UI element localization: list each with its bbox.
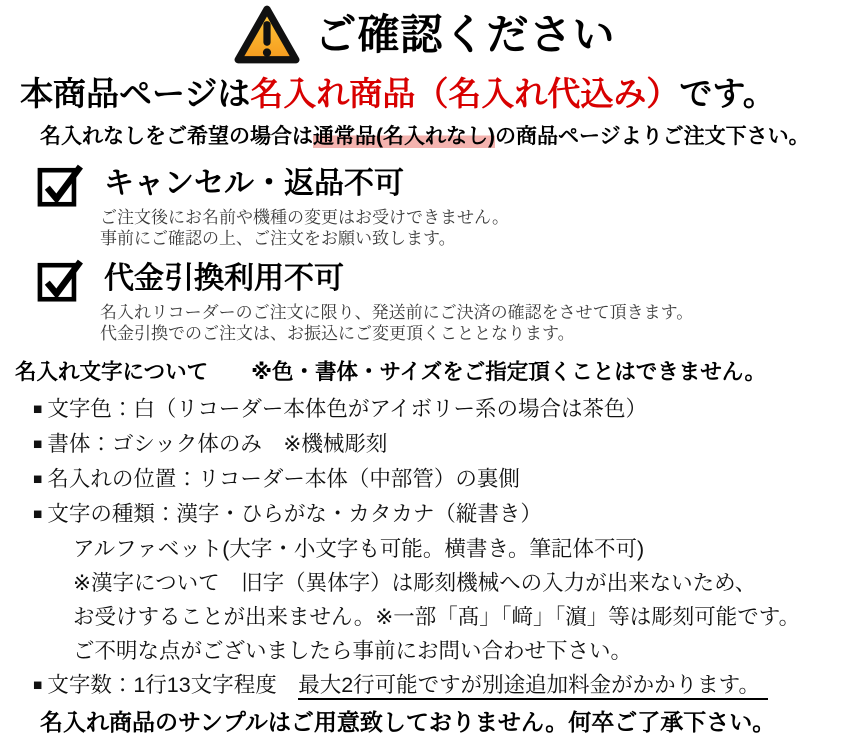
list-item-text: 文字の種類：漢字・ひらがな・カタカナ（縦書き） [47, 502, 542, 526]
rule-title: キャンセル・返品不可 [104, 167, 404, 200]
square-bullet-icon: ■ [33, 677, 43, 694]
footer-note: 名入れ商品のサンプルはご用意致しておりません。何卒ご了承下さい。 [40, 709, 776, 735]
square-bullet-icon: ■ [33, 401, 43, 418]
list-item [33, 497, 850, 532]
rule-head [36, 257, 850, 301]
headline-red-text: 名入れ商品（名入れ代込み） [250, 75, 680, 112]
list-item-text: 書体：ゴシック体のみ ※機械彫刻 [47, 432, 388, 456]
page-title: ご確認ください [314, 11, 616, 58]
list-item [33, 532, 850, 566]
list-item-text: ご不明な点がございましたら事前にお問い合わせ下さい。 [73, 639, 633, 663]
list-item [33, 462, 850, 497]
square-bullet-icon: ■ [33, 471, 43, 488]
square-bullet-icon: ■ [33, 436, 43, 453]
list-item-text: 名入れの位置：リコーダー本体（中部管）の裏側 [47, 467, 520, 491]
rule-section-cod [36, 257, 850, 344]
warning-triangle-icon [234, 5, 300, 65]
subheadline-prefix: 名入れなしをご希望の場合は [40, 125, 313, 148]
rule-title: 代金引換利用不可 [104, 262, 344, 295]
list-item [33, 392, 850, 427]
rule-detail-line: 代金引換でのご注文は、お振込にご変更頂くこととなります。 [100, 324, 575, 343]
list-item-text: お受けすることが出来ません。※一部「髙」「﨑」「濵」等は彫刻可能です。 [73, 605, 801, 629]
subheadline [40, 122, 850, 152]
subheadline-highlighted-text: 通常品(名入れなし) [313, 125, 495, 148]
square-bullet-icon: ■ [33, 506, 43, 523]
list-item [33, 668, 850, 703]
naming-rules-list [33, 392, 850, 703]
list-item-text: ※漢字について 旧字（異体字）は彫刻機械への入力が出来ないため、 [73, 571, 757, 595]
list-item [33, 600, 850, 634]
rule-detail [100, 302, 850, 344]
checked-checkbox-icon [36, 161, 88, 207]
list-item-text: アルファベット(大字・小文字も可能。横書き。筆記体不可) [73, 537, 645, 561]
naming-section-heading: 名入れ文字について ※色・書体・サイズをご指定頂くことはできません。 [15, 360, 767, 384]
subheadline-suffix: の商品ページよりご注文下さい。 [495, 125, 810, 148]
headline-suffix: です。 [679, 75, 776, 112]
rule-detail [100, 207, 850, 249]
headline-prefix: 本商品ページは [20, 75, 251, 112]
rule-detail-line: ご注文後にお名前や機種の変更はお受けできません。 [100, 208, 510, 227]
rule-head [36, 162, 850, 206]
header [0, 0, 850, 66]
headline [20, 74, 850, 114]
list-item-text: 文字数：1行13文字程度 [47, 673, 299, 697]
rule-detail-line: 事前にご確認の上、ご注文をお願い致します。 [100, 229, 456, 248]
checked-checkbox-icon [36, 256, 88, 302]
list-item-text: 文字色：白（リコーダー本体色がアイボリー系の場合は茶色） [47, 397, 647, 421]
list-item [33, 634, 850, 668]
rule-detail-line: 名入れリコーダーのご注文に限り、発送前にご決済の確認をさせて頂きます。 [100, 303, 694, 322]
list-item-underlined-text: 最大2行可能ですが別途追加料金がかかります。 [298, 673, 768, 700]
rule-section-cancel [36, 162, 850, 249]
list-item [33, 566, 850, 600]
list-item [33, 427, 850, 462]
